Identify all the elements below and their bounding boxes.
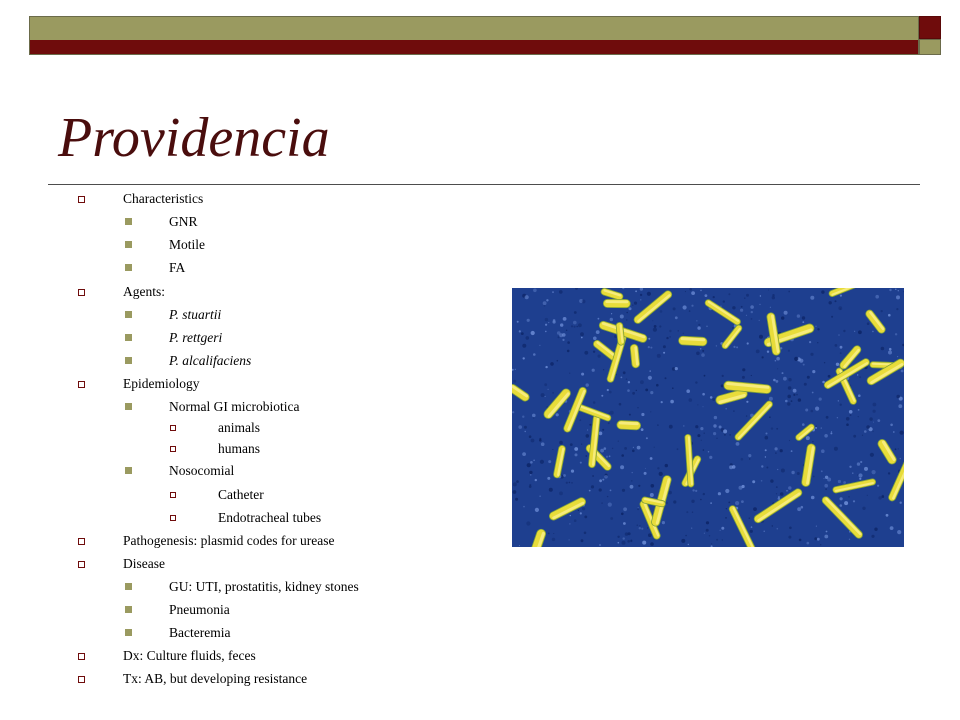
hollow-square-bullet-icon [78,381,85,388]
square-bullet-icon [125,629,132,636]
bullet-text: humans [218,441,260,456]
bullet-text: Dx: Culture fluids, feces [123,648,256,663]
square-bullet-icon [125,218,132,225]
hollow-square-bullet-icon [78,196,85,203]
hollow-square-bullet-icon [170,446,176,452]
slide-title: Providencia [58,107,330,169]
bullet-text: Endotracheal tubes [218,510,322,525]
bullet-text: Bacteremia [169,625,231,640]
bullet-text: P. rettgeri [169,330,223,345]
header-corner-olive-block [919,39,941,55]
bullet-text: GNR [169,214,198,229]
hollow-square-bullet-icon [170,492,176,498]
hollow-square-bullet-icon [170,515,176,521]
square-bullet-icon [125,583,132,590]
square-bullet-icon [125,311,132,318]
bacterium-rod [678,336,707,346]
bullet-text: Motile [169,237,205,252]
square-bullet-icon [125,467,132,474]
hollow-square-bullet-icon [78,676,85,683]
header-corner-maroon-block [919,16,941,39]
bacterium-rod [603,299,630,307]
bullet-text: Catheter [218,487,264,502]
bacterium-rod [617,420,641,430]
bullet-text: Pathogenesis: plasmid codes for urease [123,533,335,548]
bullet-text: Normal GI microbiotica [169,399,300,414]
bullet-text: Characteristics [123,191,204,206]
bullet-text: Agents: [123,284,165,299]
hollow-square-bullet-icon [78,289,85,296]
bullet-text: animals [218,420,260,435]
hollow-square-bullet-icon [170,425,176,431]
square-bullet-icon [125,264,132,271]
bullet-text: GU: UTI, prostatitis, kidney stones [169,579,359,594]
bullet-text: Tx: AB, but developing resistance [123,671,308,686]
square-bullet-icon [125,334,132,341]
micrograph-image [512,288,904,547]
bullet-text: P. stuartii [169,307,222,322]
bullet-text: P. alcalifaciens [169,353,252,368]
hollow-square-bullet-icon [78,538,85,545]
hollow-square-bullet-icon [78,653,85,660]
bullet-text: Disease [123,556,165,571]
hollow-square-bullet-icon [78,561,85,568]
square-bullet-icon [125,403,132,410]
bullet-text: Pneumonia [169,602,230,617]
bullet-text: Epidemiology [123,376,200,391]
bullet-text: FA [169,260,186,275]
bullet-text: Nosocomial [169,463,235,478]
square-bullet-icon [125,241,132,248]
square-bullet-icon [125,606,132,613]
square-bullet-icon [125,357,132,364]
